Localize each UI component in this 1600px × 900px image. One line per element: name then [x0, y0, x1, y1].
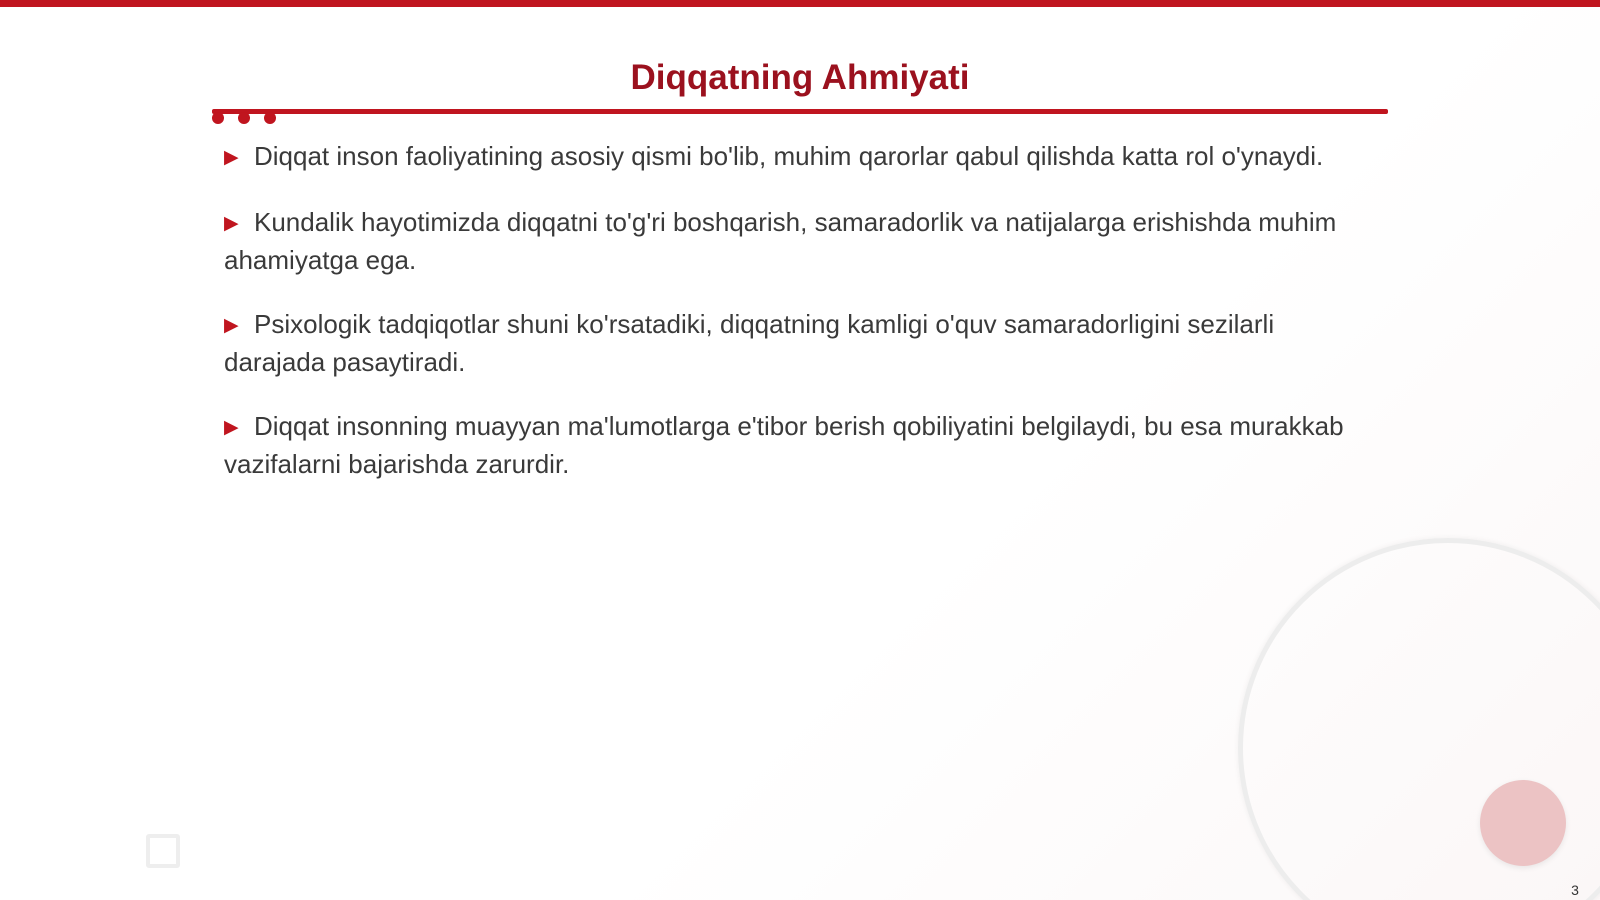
- underline-dot: [264, 112, 276, 124]
- bullet-item: [224, 306, 1374, 381]
- bullet-text: Psixologik tadqiqotlar shuni ko'rsatadiki, diqqatning kamligi o'quv samaradorligini sezilarli darajada pasaytiradi.: [224, 308, 1275, 377]
- top-accent-bar: [0, 0, 1600, 7]
- decorative-square: [146, 834, 180, 868]
- slide-title: Diqqatning Ahmiyati: [630, 58, 970, 97]
- bullet-item: [224, 204, 1374, 279]
- bullet-text: Diqqat insonning muayyan ma'lumotlarga e'tibor berish qobiliyatini belgilaydi, bu esa murakkab vazifalarni bajarishda zarurdir.: [224, 410, 1344, 479]
- underline-dot: [212, 112, 224, 124]
- bullet-item: [224, 138, 1374, 177]
- triangle-bullet-icon: ▶: [224, 416, 239, 438]
- bullet-text: Kundalik hayotimizda diqqatni to'g'ri boshqarish, samaradorlik va natijalarga erishishda muhim ahamiyatga ega.: [224, 206, 1337, 275]
- decorative-disc: [1480, 780, 1566, 866]
- page-number: 3: [1571, 882, 1579, 898]
- bullet-item: [224, 408, 1374, 483]
- title-underline: [212, 109, 1388, 114]
- bullet-list: [224, 138, 1374, 510]
- underline-dot: [238, 112, 250, 124]
- triangle-bullet-icon: ▶: [224, 314, 239, 336]
- bullet-text: Diqqat inson faoliyatining asosiy qismi bo'lib, muhim qarorlar qabul qilishda katta rol o'ynaydi.: [254, 141, 1324, 171]
- triangle-bullet-icon: ▶: [224, 147, 239, 168]
- triangle-bullet-icon: ▶: [224, 212, 239, 234]
